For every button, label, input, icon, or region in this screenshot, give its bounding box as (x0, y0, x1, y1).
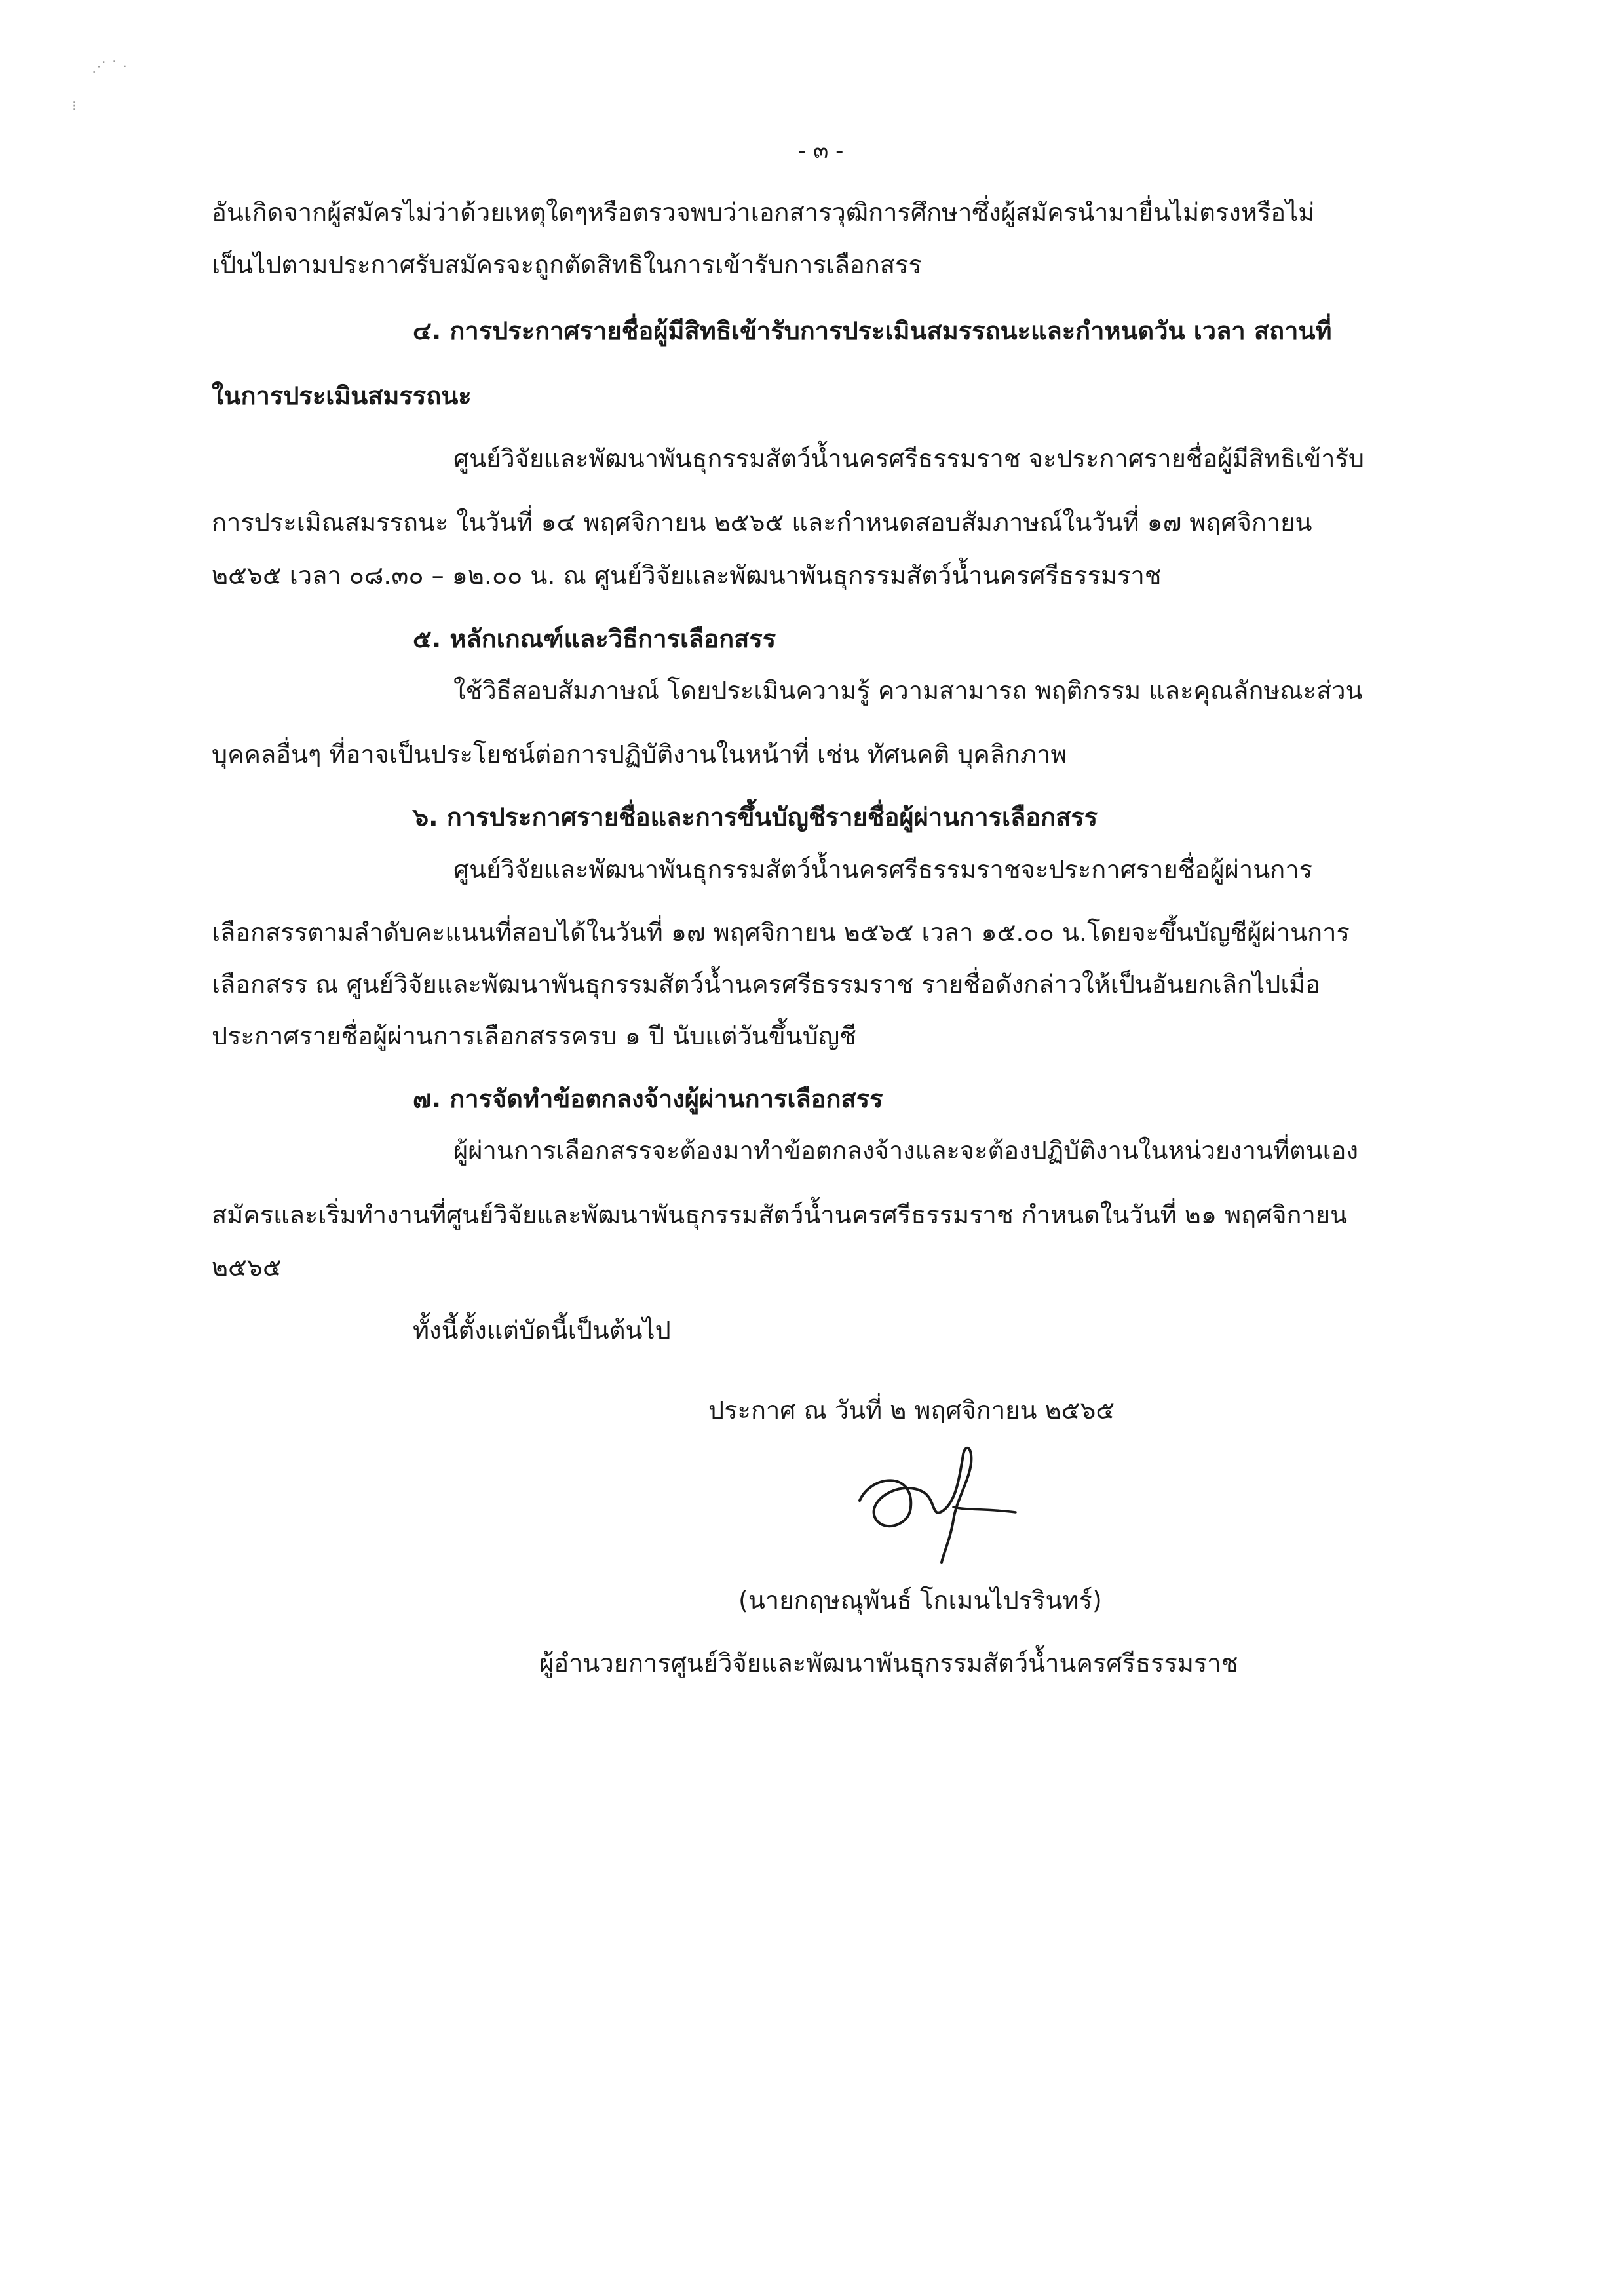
section-4-body: ๒๕๖๕ เวลา ๐๘.๓๐ – ๑๒.๐๐ น. ณ ศูนย์วิจัยและพัฒนาพันธุกรรมสัตว์น้ำนครศรีธรรมราช (212, 561, 1162, 590)
intro-line: เป็นไปตามประกาศรับสมัครจะถูกตัดสิทธิในการเข้ารับการเลือกสรร (212, 250, 922, 279)
section-6-heading: ๖. การประกาศรายชื่อและการขึ้นบัญชีรายชื่อผู้ผ่านการเลือกสรร (413, 803, 1098, 832)
section-5-body: บุคคลอื่นๆ ที่อาจเป็นประโยชน์ต่อการปฏิบัติงานในหน้าที่ เช่น ทัศนคติ บุคลิกภาพ (212, 740, 1067, 769)
section-5-body: ใช้วิธีสอบสัมภาษณ์ โดยประเมินความรู้ ความสามารถ พฤติกรรม และคุณลักษณะส่วน (453, 676, 1363, 705)
section-5-heading: ๕. หลักเกณฑ์และวิธีการเลือกสรร (413, 624, 776, 653)
signatory-name: (นายกฤษณุพันธ์ โกเมนไปรรินทร์) (738, 1586, 1102, 1615)
section-6-body: เลือกสรรตามลำดับคะแนนที่สอบได้ในวันที่ ๑๗ พฤศจิกายน ๒๕๖๕ เวลา ๑๕.๐๐ น.โดยจะขึ้นบัญชีผู้ผ่านการ (212, 918, 1350, 947)
signature-image (845, 1435, 1042, 1566)
section-4-body: ศูนย์วิจัยและพัฒนาพันธุกรรมสัตว์น้ำนครศรีธรรมราช จะประกาศรายชื่อผู้มีสิทธิเข้ารับ (453, 444, 1365, 473)
intro-line: อันเกิดจากผู้สมัครไม่ว่าด้วยเหตุใดๆหรือตรวจพบว่าเอกสารวุฒิการศึกษาซึ่งผู้สมัครนำมายื่นไม่ตรงหรือไม่ (212, 198, 1315, 227)
section-7-heading: ๗. การจัดทำข้อตกลงจ้างผู้ผ่านการเลือกสรร (413, 1084, 883, 1113)
section-4-heading: ๔. การประกาศรายชื่อผู้มีสิทธิเข้ารับการประเมินสมรรถนะและกำหนดวัน เวลา สถานที่ (413, 316, 1332, 345)
closing-statement: ทั้งนี้ตั้งแต่บัดนี้เป็นต้นไป (413, 1316, 671, 1345)
page-number: - ๓ - (798, 138, 844, 164)
section-7-body: ผู้ผ่านการเลือกสรรจะต้องมาทำข้อตกลงจ้างและจะต้องปฏิบัติงานในหน่วยงานที่ตนเอง (453, 1136, 1359, 1165)
scan-speck: ⋰ ˙ · (92, 59, 127, 75)
section-4-heading-cont: ในการประเมินสมรรถนะ (212, 381, 472, 410)
section-7-body: สมัครและเริ่มทำงานที่ศูนย์วิจัยและพัฒนาพันธุกรรมสัตว์น้ำนครศรีธรรมราช กำหนดในวันที่ ๒๑ พฤศจิกายน (212, 1200, 1348, 1229)
signatory-title: ผู้อำนวยการศูนย์วิจัยและพัฒนาพันธุกรรมสัตว์น้ำนครศรีธรรมราช (539, 1649, 1238, 1677)
section-6-body: เลือกสรร ณ ศูนย์วิจัยและพัฒนาพันธุกรรมสัตว์น้ำนครศรีธรรมราช รายชื่อดังกล่าวให้เป็นอันยกเลิกไปเมื่อ (212, 970, 1321, 999)
section-7-body: ๒๕๖๕ (212, 1253, 282, 1282)
section-4-body: การประเมิณสมรรถนะ ในวันที่ ๑๔ พฤศจิกายน ๒๕๖๕ และกำหนดสอบสัมภาษณ์ในวันที่ ๑๗ พฤศจิกายน (212, 508, 1312, 537)
section-6-body: ประกาศรายชื่อผู้ผ่านการเลือกสรรครบ ๑ ปี นับแต่วันขึ้นบัญชี (212, 1022, 857, 1050)
announcement-date: ประกาศ ณ วันที่ ๒ พฤศจิกายน ๒๕๖๕ (708, 1396, 1115, 1425)
scan-speck: ⁝ (72, 98, 77, 115)
section-6-body: ศูนย์วิจัยและพัฒนาพันธุกรรมสัตว์น้ำนครศรีธรรมราชจะประกาศรายชื่อผู้ผ่านการ (453, 855, 1312, 884)
